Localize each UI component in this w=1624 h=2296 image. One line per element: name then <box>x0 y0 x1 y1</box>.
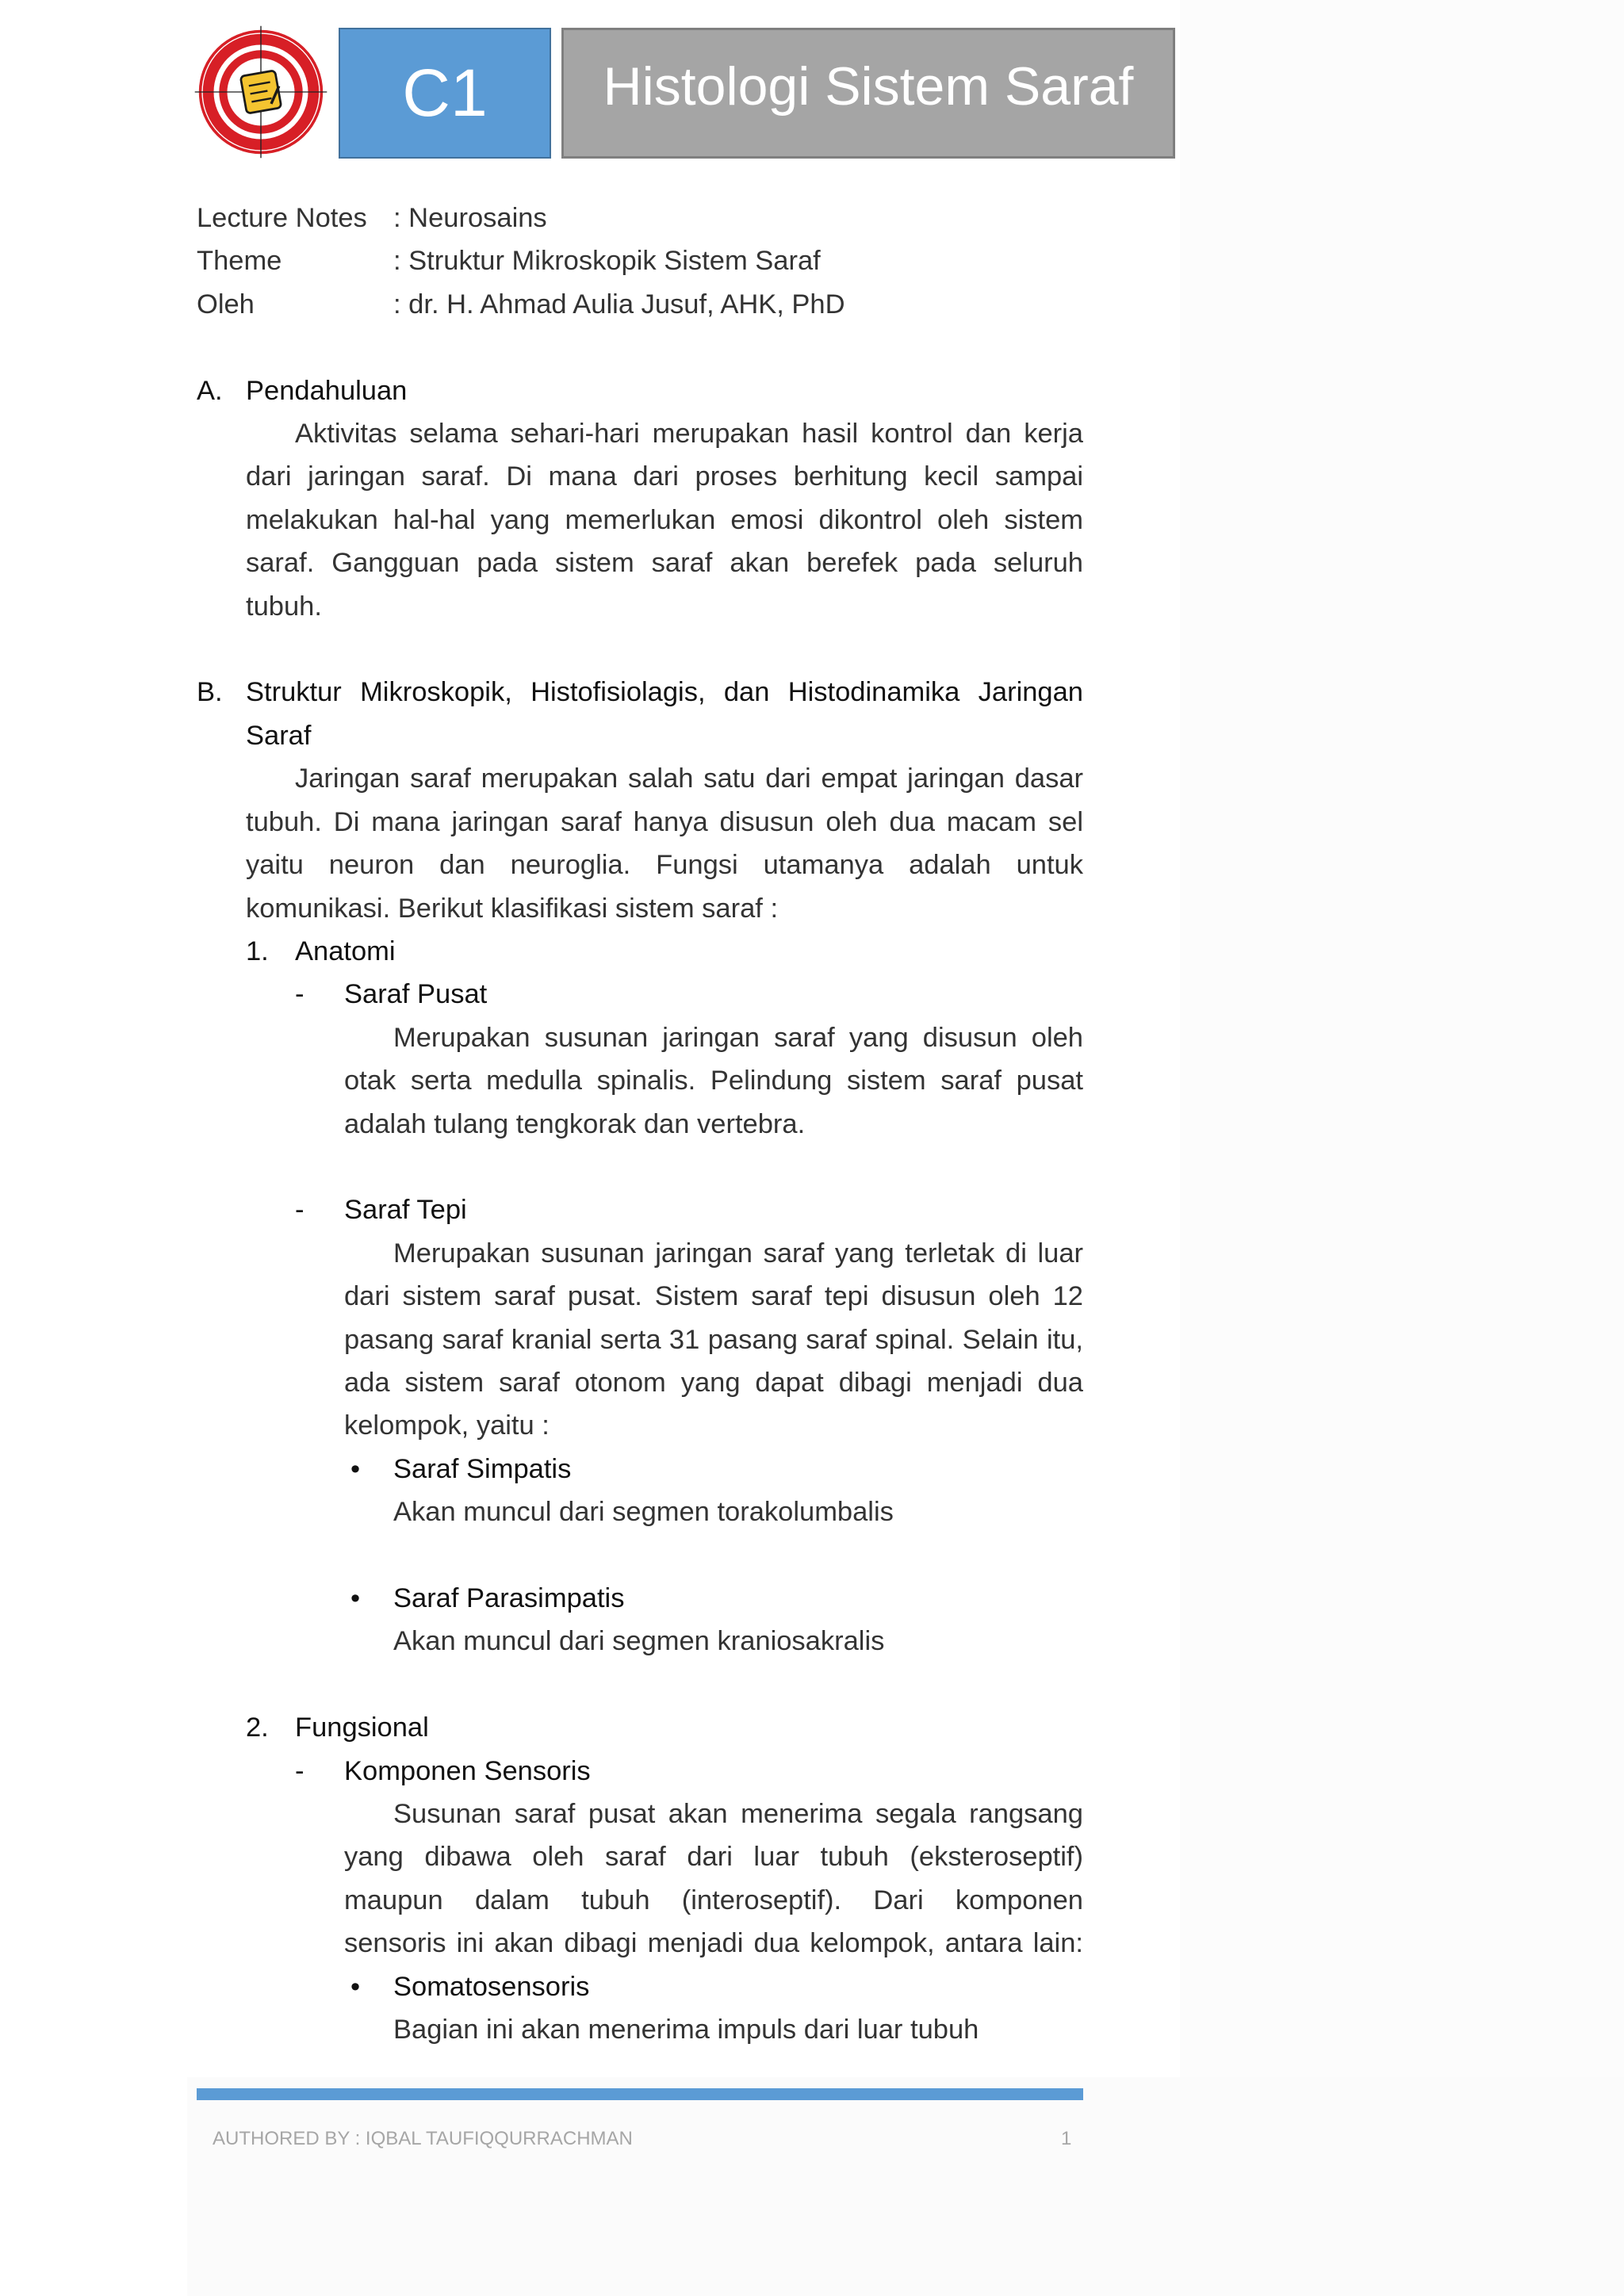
subitem-row <box>0 1750 1624 1793</box>
text-line <box>0 844 1624 886</box>
blank-line <box>0 628 1624 671</box>
paragraph-line: Jaringan saraf merupakan salah satu dari empat jaringan dasar <box>295 763 1083 794</box>
institution-logo <box>193 25 328 159</box>
paragraph-line: maupun dalam tubuh (interoseptif). Dari komponen <box>344 1885 1083 1915</box>
paragraph-line: dari sistem saraf pusat. Sistem saraf tepi disusun oleh 12 <box>344 1281 1083 1312</box>
subitem-heading: Komponen Sensoris <box>344 1755 591 1786</box>
paragraph-line: otak serta medulla spinalis. Pelindung sistem saraf pusat <box>344 1066 1083 1096</box>
meta-label: Theme <box>197 246 282 277</box>
footer-rule <box>197 2088 1083 2100</box>
blank-line <box>0 326 1624 369</box>
subitem-row <box>0 973 1624 1016</box>
subitem-dash: - <box>295 979 304 1010</box>
list-item-row <box>0 930 1624 973</box>
subitem-heading: Saraf Tepi <box>344 1195 467 1226</box>
blank-line <box>0 1146 1624 1188</box>
section-heading: Struktur Mikroskopik, Histofisiolagis, dan Histodinamika Jaringan <box>246 677 1083 708</box>
bullet-marker: • <box>350 1453 361 1484</box>
text-line <box>0 1835 1624 1878</box>
bullet-row <box>0 1965 1624 2008</box>
paragraph-line: tubuh. <box>246 591 322 622</box>
bullet-row <box>0 1577 1624 1620</box>
blank-line <box>0 1534 1624 1577</box>
meta-label: Lecture Notes <box>197 203 367 233</box>
subitem-heading: Saraf Pusat <box>344 979 488 1010</box>
bullet-heading: Somatosensoris <box>393 1971 590 2002</box>
document-title-banner <box>561 28 1175 159</box>
paragraph-line: Merupakan susunan jaringan saraf yang terletak di luar <box>393 1238 1083 1269</box>
paragraph-line: ada sistem saraf otonom yang dapat dibagi menjadi dua <box>344 1367 1083 1398</box>
paragraph-line: kelompok, yaitu : <box>344 1410 550 1441</box>
document-body <box>0 197 1624 2051</box>
bullet-text: Akan muncul dari segmen kraniosakralis <box>393 1626 885 1657</box>
paragraph-line: sensoris ini akan dibagi menjadi dua kelompok, antara lain: <box>344 1928 1083 1959</box>
paragraph-line: Merupakan susunan jaringan saraf yang disusun oleh <box>393 1022 1083 1053</box>
section-marker: B. <box>197 677 223 708</box>
blank-line <box>0 1663 1624 1706</box>
paragraph-line: adalah tulang tengkorak dan vertebra. <box>344 1108 806 1139</box>
text-line <box>0 1275 1624 1318</box>
text-line <box>0 2008 1624 2051</box>
section-heading-row <box>0 671 1624 714</box>
page-number: 1 <box>1061 2128 1072 2149</box>
text-line <box>0 1793 1624 1835</box>
bullet-heading: Saraf Parasimpatis <box>393 1583 625 1613</box>
bullet-text: Bagian ini akan menerima impuls dari luar tubuh <box>393 2015 979 2045</box>
list-number: 1. <box>246 936 269 966</box>
text-line <box>0 541 1624 584</box>
meta-row <box>0 197 1624 239</box>
paragraph-line: pasang saraf kranial serta 31 pasang saraf spinal. Selain itu, <box>344 1324 1083 1355</box>
section-marker: A. <box>197 375 223 406</box>
section-heading: Saraf <box>246 720 312 751</box>
text-line <box>0 1059 1624 1102</box>
paragraph-line: komunikasi. Berikut klasifikasi sistem saraf : <box>246 893 779 924</box>
text-line <box>0 757 1624 800</box>
text-line <box>0 1879 1624 1922</box>
logo-emblem <box>240 70 282 113</box>
section-heading-row <box>0 369 1624 412</box>
subitem-dash: - <box>295 1195 304 1226</box>
list-item-row <box>0 1706 1624 1749</box>
subitem-row <box>0 1188 1624 1231</box>
bullet-marker: • <box>350 1583 361 1613</box>
meta-label: Oleh <box>197 289 255 320</box>
list-heading: Fungsional <box>295 1712 429 1743</box>
text-line <box>0 801 1624 844</box>
bullet-text: Akan muncul dari segmen torakolumbalis <box>393 1497 894 1528</box>
text-line <box>0 585 1624 628</box>
paragraph-line: yang dibawa oleh saraf dari luar tubuh (eksteroseptif) <box>344 1842 1083 1873</box>
paragraph-line: melakukan hal-hal yang memerlukan emosi dikontrol oleh sistem <box>246 504 1083 535</box>
chapter-code-badge <box>339 28 551 159</box>
list-number: 2. <box>246 1712 269 1743</box>
paragraph-line: yaitu neuron dan neuroglia. Fungsi utamanya adalah untuk <box>246 850 1083 881</box>
page-shade-bottom <box>187 2077 1624 2296</box>
meta-value: : Neurosains <box>393 203 547 233</box>
bullet-heading: Saraf Simpatis <box>393 1453 572 1484</box>
text-line <box>0 1318 1624 1361</box>
section-heading: Pendahuluan <box>246 375 408 406</box>
text-line <box>0 1922 1624 1965</box>
paragraph-line: Aktivitas selama sehari-hari merupakan hasil kontrol dan kerja <box>295 419 1083 450</box>
text-line <box>0 499 1624 541</box>
footer-author: AUTHORED BY : IQBAL TAUFIQQURRACHMAN <box>213 2128 633 2149</box>
chapter-code: C1 <box>402 55 488 130</box>
paragraph-line: Susunan saraf pusat akan menerima segala rangsang <box>393 1799 1083 1830</box>
meta-value: : dr. H. Ahmad Aulia Jusuf, AHK, PhD <box>393 289 845 320</box>
meta-row <box>0 239 1624 282</box>
text-line <box>0 887 1624 930</box>
list-heading: Anatomi <box>295 936 396 966</box>
paragraph-line: tubuh. Di mana jaringan saraf hanya disusun oleh dua macam sel <box>246 806 1083 837</box>
text-line <box>0 1620 1624 1663</box>
subitem-dash: - <box>295 1755 304 1786</box>
section-heading-row <box>0 714 1624 757</box>
paragraph-line: dari jaringan saraf. Di mana dari proses berhitung kecil sampai <box>246 461 1083 492</box>
text-line <box>0 412 1624 455</box>
text-line <box>0 1361 1624 1404</box>
text-line <box>0 455 1624 498</box>
paragraph-line: saraf. Gangguan pada sistem saraf akan berefek pada seluruh <box>246 548 1083 579</box>
bullet-row <box>0 1448 1624 1490</box>
text-line <box>0 1404 1624 1447</box>
meta-row <box>0 283 1624 326</box>
bullet-marker: • <box>350 1971 361 2002</box>
text-line <box>0 1103 1624 1146</box>
text-line <box>0 1490 1624 1533</box>
document-title: Histologi Sistem Saraf <box>603 55 1134 117</box>
meta-value: : Struktur Mikroskopik Sistem Saraf <box>393 246 821 277</box>
text-line <box>0 1232 1624 1275</box>
text-line <box>0 1016 1624 1059</box>
